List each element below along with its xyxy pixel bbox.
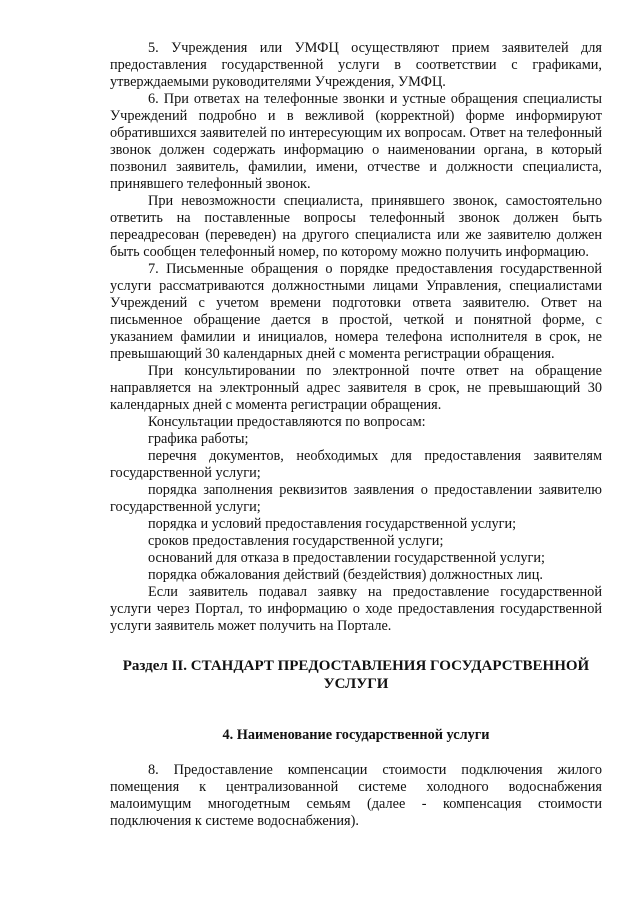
list-item: перечня документов, необходимых для предоставления заявителям государственной услуги; xyxy=(110,448,602,481)
section-title: Раздел II. СТАНДАРТ ПРЕДОСТАВЛЕНИЯ ГОСУДАРСТВЕННОЙ УСЛУГИ xyxy=(122,658,590,692)
paragraph-5: 5. Учреждения или УМФЦ осуществляют прием заявителей для предоставления государственной услуги в соответствии с графиками, утверждаемыми руководителями Учреждения, УМФЦ. xyxy=(110,40,602,90)
paragraph-6: 6. При ответах на телефонные звонки и устные обращения специалисты Учреждений подробно и в вежливой (корректной) форме информируют обратившихся заявителей по интересующим их вопросам. Ответ на телефонный звонок должен содержать информацию о наименовании органа, в который позвонил заявитель, фамилии, имени, отчестве и должности специалиста, принявшего телефонный звонок. xyxy=(110,91,602,192)
document-page xyxy=(110,40,602,830)
list-item: порядка и условий предоставления государственной услуги; xyxy=(148,516,517,532)
list-item: сроков предоставления государственной услуги; xyxy=(148,533,444,549)
list-item: порядка заполнения реквизитов заявления о предоставлении заявителю государственной услуги; xyxy=(110,482,602,515)
subsection-title: 4. Наименование государственной услуги xyxy=(222,727,490,743)
list-item: порядка обжалования действий (бездействия) должностных лиц. xyxy=(148,567,543,583)
paragraph-8: 8. Предоставление компенсации стоимости подключения жилого помещения к централизованной системе холодного водоснабжения малоимущим многодетным семьям (далее - компенсация стоимости подключения к системе водоснабжения). xyxy=(110,762,602,829)
paragraph-7-continued: При консультировании по электронной почте ответ на обращение направляется на электронный адрес заявителя в срок, не превышающий 30 календарных дней с момента регистрации обращения. xyxy=(110,363,602,413)
consultation-intro: Консультации предоставляются по вопросам: xyxy=(148,414,426,430)
paragraph-6-continued: При невозможности специалиста, принявшего звонок, самостоятельно ответить на поставленные вопросы телефонный звонок должен быть переадресован (переведен) на другого специалиста или же заявителю должен быть сообщен телефонный номер, по которому можно получить информацию. xyxy=(110,193,602,260)
list-item: графика работы; xyxy=(148,431,249,447)
portal-paragraph: Если заявитель подавал заявку на предоставление государственной услуги через Портал, то информацию о ходе предоставления государственной услуги заявитель может получить на Портале. xyxy=(110,584,602,634)
paragraph-7: 7. Письменные обращения о порядке предоставления государственной услуги рассматриваются должностными лицами Управления, специалистами Учреждений с учетом времени подготовки ответа заявителю. Ответ на письменное обращение дается в простой, четкой и понятной форме, с указанием фамилии и инициалов, номера телефона исполнителя в срок, не превышающий 30 календарных дней с момента регистрации обращения. xyxy=(110,261,602,362)
list-item: оснований для отказа в предоставлении государственной услуги; xyxy=(148,550,545,566)
